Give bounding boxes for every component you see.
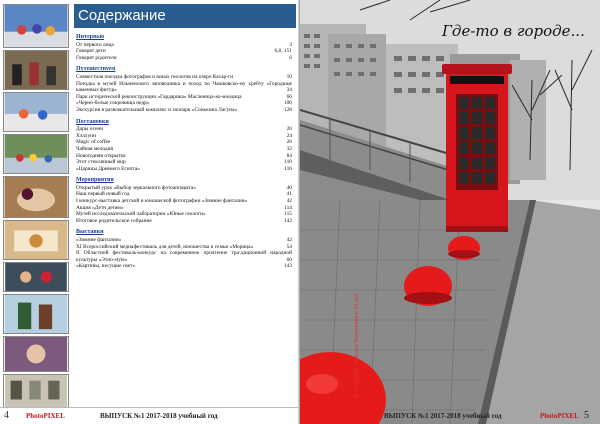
right-footer [300, 408, 600, 424]
thumbnail-strip [3, 4, 69, 410]
section-title: Путешествуем [76, 66, 116, 73]
phone-booth-illustration [442, 64, 512, 232]
entry-page: 66 [286, 93, 292, 100]
left-footer [0, 407, 300, 424]
section-title: Мероприятия [76, 177, 114, 184]
street-photo-red-phone-booth [300, 0, 600, 424]
section-title: Постановки [76, 118, 109, 125]
toc-section-travel [76, 66, 292, 113]
entry-page: 115 [284, 211, 292, 218]
thumbnail-photo-10 [3, 374, 69, 408]
section-title: Выставки [76, 229, 104, 236]
page-number: 5 [584, 410, 589, 421]
entry-page: 32 [286, 145, 292, 152]
entry-title: Совместная поездка фотографов и юных геологов на озеро Касар-ги [76, 73, 234, 80]
toc-entry[interactable] [76, 55, 292, 62]
entry-page: 100 [283, 100, 292, 107]
entry-page: 24 [286, 132, 292, 139]
toc-entry[interactable] [76, 81, 292, 94]
entry-page: 6 [289, 54, 292, 61]
brand-logo-text: PhotoPIXEL [26, 412, 65, 420]
entry-title: II Областной фестиваль-конкурс на современное прочтение тра-диционной народной культуры «Этно-style» [76, 250, 292, 263]
entry-page: 42 [286, 237, 292, 244]
thumbnail-photo-5 [3, 176, 69, 218]
entry-title: I конкурс-выставка детской и юношеской фотографии «Зимние фантазии» [76, 198, 248, 205]
entry-title: Хэллуин [76, 132, 96, 139]
toc-entry[interactable] [76, 218, 292, 225]
thumbnail-photo-2 [3, 50, 69, 90]
thumbnail-photo-6 [3, 220, 69, 260]
toc-section-interview [76, 34, 292, 61]
entry-page: 114 [284, 204, 292, 211]
toc-section-productions [76, 119, 292, 173]
entry-title: Музей исследовательской лаборатории «Юные геологи» [76, 211, 206, 218]
toc-section-exhibitions [76, 229, 292, 270]
toc-entry[interactable] [76, 74, 292, 81]
entry-page: 20 [286, 126, 292, 133]
entry-title: От первого лица [76, 41, 114, 48]
toc-entry[interactable] [76, 237, 292, 244]
photo-headline: Где-то в городе... [442, 22, 585, 40]
entry-title: Открытый урок «Выбор зеркального фотоаппарата» [76, 184, 196, 191]
section-title: Интервью [76, 34, 105, 40]
entry-title: «Черно-белые сокровища недр» [76, 100, 150, 107]
thumbnail-photo-3 [3, 92, 69, 132]
entry-title: Акция «Детн детям» [76, 204, 124, 211]
entry-page: 142 [283, 217, 292, 224]
entry-title: «Царицы Древнего Египта» [76, 165, 140, 172]
issue-label: ВЫПУСК №1 2017-2018 учебный год [100, 412, 218, 420]
toc-entry[interactable] [76, 146, 292, 153]
entry-page: 116 [284, 165, 292, 172]
entry-page: 54 [286, 243, 292, 250]
entry-page: 42 [286, 198, 292, 205]
toc-entry[interactable] [76, 100, 292, 107]
toc-entry[interactable] [76, 159, 292, 166]
entry-page: 10 [286, 73, 292, 80]
entry-title: «Картины, несущие свет» [76, 263, 136, 270]
entry-page: 84 [286, 152, 292, 159]
entry-title: XI Всероссийский медиафестиваль для детей, юношества и семьи «Морица» [76, 243, 254, 250]
entry-title: Magic of coffee [76, 139, 111, 146]
toc-entry[interactable] [76, 48, 292, 55]
entry-title: Чайная мелодия [76, 145, 114, 152]
entry-page: 26 [286, 139, 292, 146]
entry-page: 3 [289, 41, 292, 48]
toc-entry[interactable] [76, 166, 292, 173]
entry-title: Парк исторической реконструкции «Гардарика» Масленица-ко-моедица [76, 93, 242, 100]
toc-header-bar [74, 4, 296, 28]
thumbnail-photo-7 [3, 262, 69, 292]
entry-title: Дары осени [76, 126, 104, 133]
entry-title: Поездка в музей Ильменского заповедника и поход по Чашковско-му хребту «Городище каменных фигур» [76, 80, 292, 94]
entry-page: 40 [286, 184, 292, 191]
thumbnail-photo-9 [3, 336, 69, 372]
entry-page: 143 [283, 263, 292, 270]
entry-page: 60 [286, 256, 292, 263]
entry-page: 110 [284, 159, 292, 166]
table-of-contents [76, 34, 292, 275]
toc-entry[interactable] [76, 42, 292, 49]
entry-title: Наш первый новый год [76, 191, 130, 198]
toc-entry[interactable] [76, 139, 292, 146]
toc-entry[interactable] [76, 126, 292, 133]
thumbnail-photo-8 [3, 294, 69, 334]
page-number: 4 [4, 410, 9, 421]
toc-entry[interactable] [76, 198, 292, 205]
issue-label: ВЫПУСК №1 2017-2018 учебный год [384, 412, 502, 420]
entry-title: Итоговое родительское собрание [76, 217, 152, 224]
entry-page: 128 [283, 106, 292, 113]
right-page [300, 0, 600, 424]
entry-title: «Зимние фантазии» [76, 237, 122, 244]
toc-section-events [76, 177, 292, 224]
entry-title: Экскурсия в развлекательный комплекс и зоопарк «Сонькина Лагуна» [76, 106, 238, 113]
book-spine [298, 0, 300, 424]
entry-page: 41 [286, 191, 292, 198]
entry-title: Этот стеклянный мир [76, 159, 126, 166]
photo-credit: фотография: Михаил Пышменцев 12 лет [354, 294, 360, 398]
entry-title: Говорят дети [76, 48, 106, 55]
entry-title: Говорят родители [76, 54, 117, 61]
page-title: Содержание [78, 7, 166, 24]
brand-logo-text: PhotoPIXEL [540, 412, 579, 420]
toc-entry[interactable] [76, 107, 292, 114]
thumbnail-photo-4 [3, 134, 69, 174]
entry-page: 34 [286, 87, 292, 94]
entry-title: Новогодняя открытка [76, 152, 126, 159]
thumbnail-photo-1 [3, 4, 69, 48]
entry-page: 6,8, 151 [274, 48, 292, 55]
toc-entry[interactable] [76, 211, 292, 218]
toc-entry[interactable] [76, 263, 292, 270]
toc-entry[interactable] [76, 250, 292, 263]
